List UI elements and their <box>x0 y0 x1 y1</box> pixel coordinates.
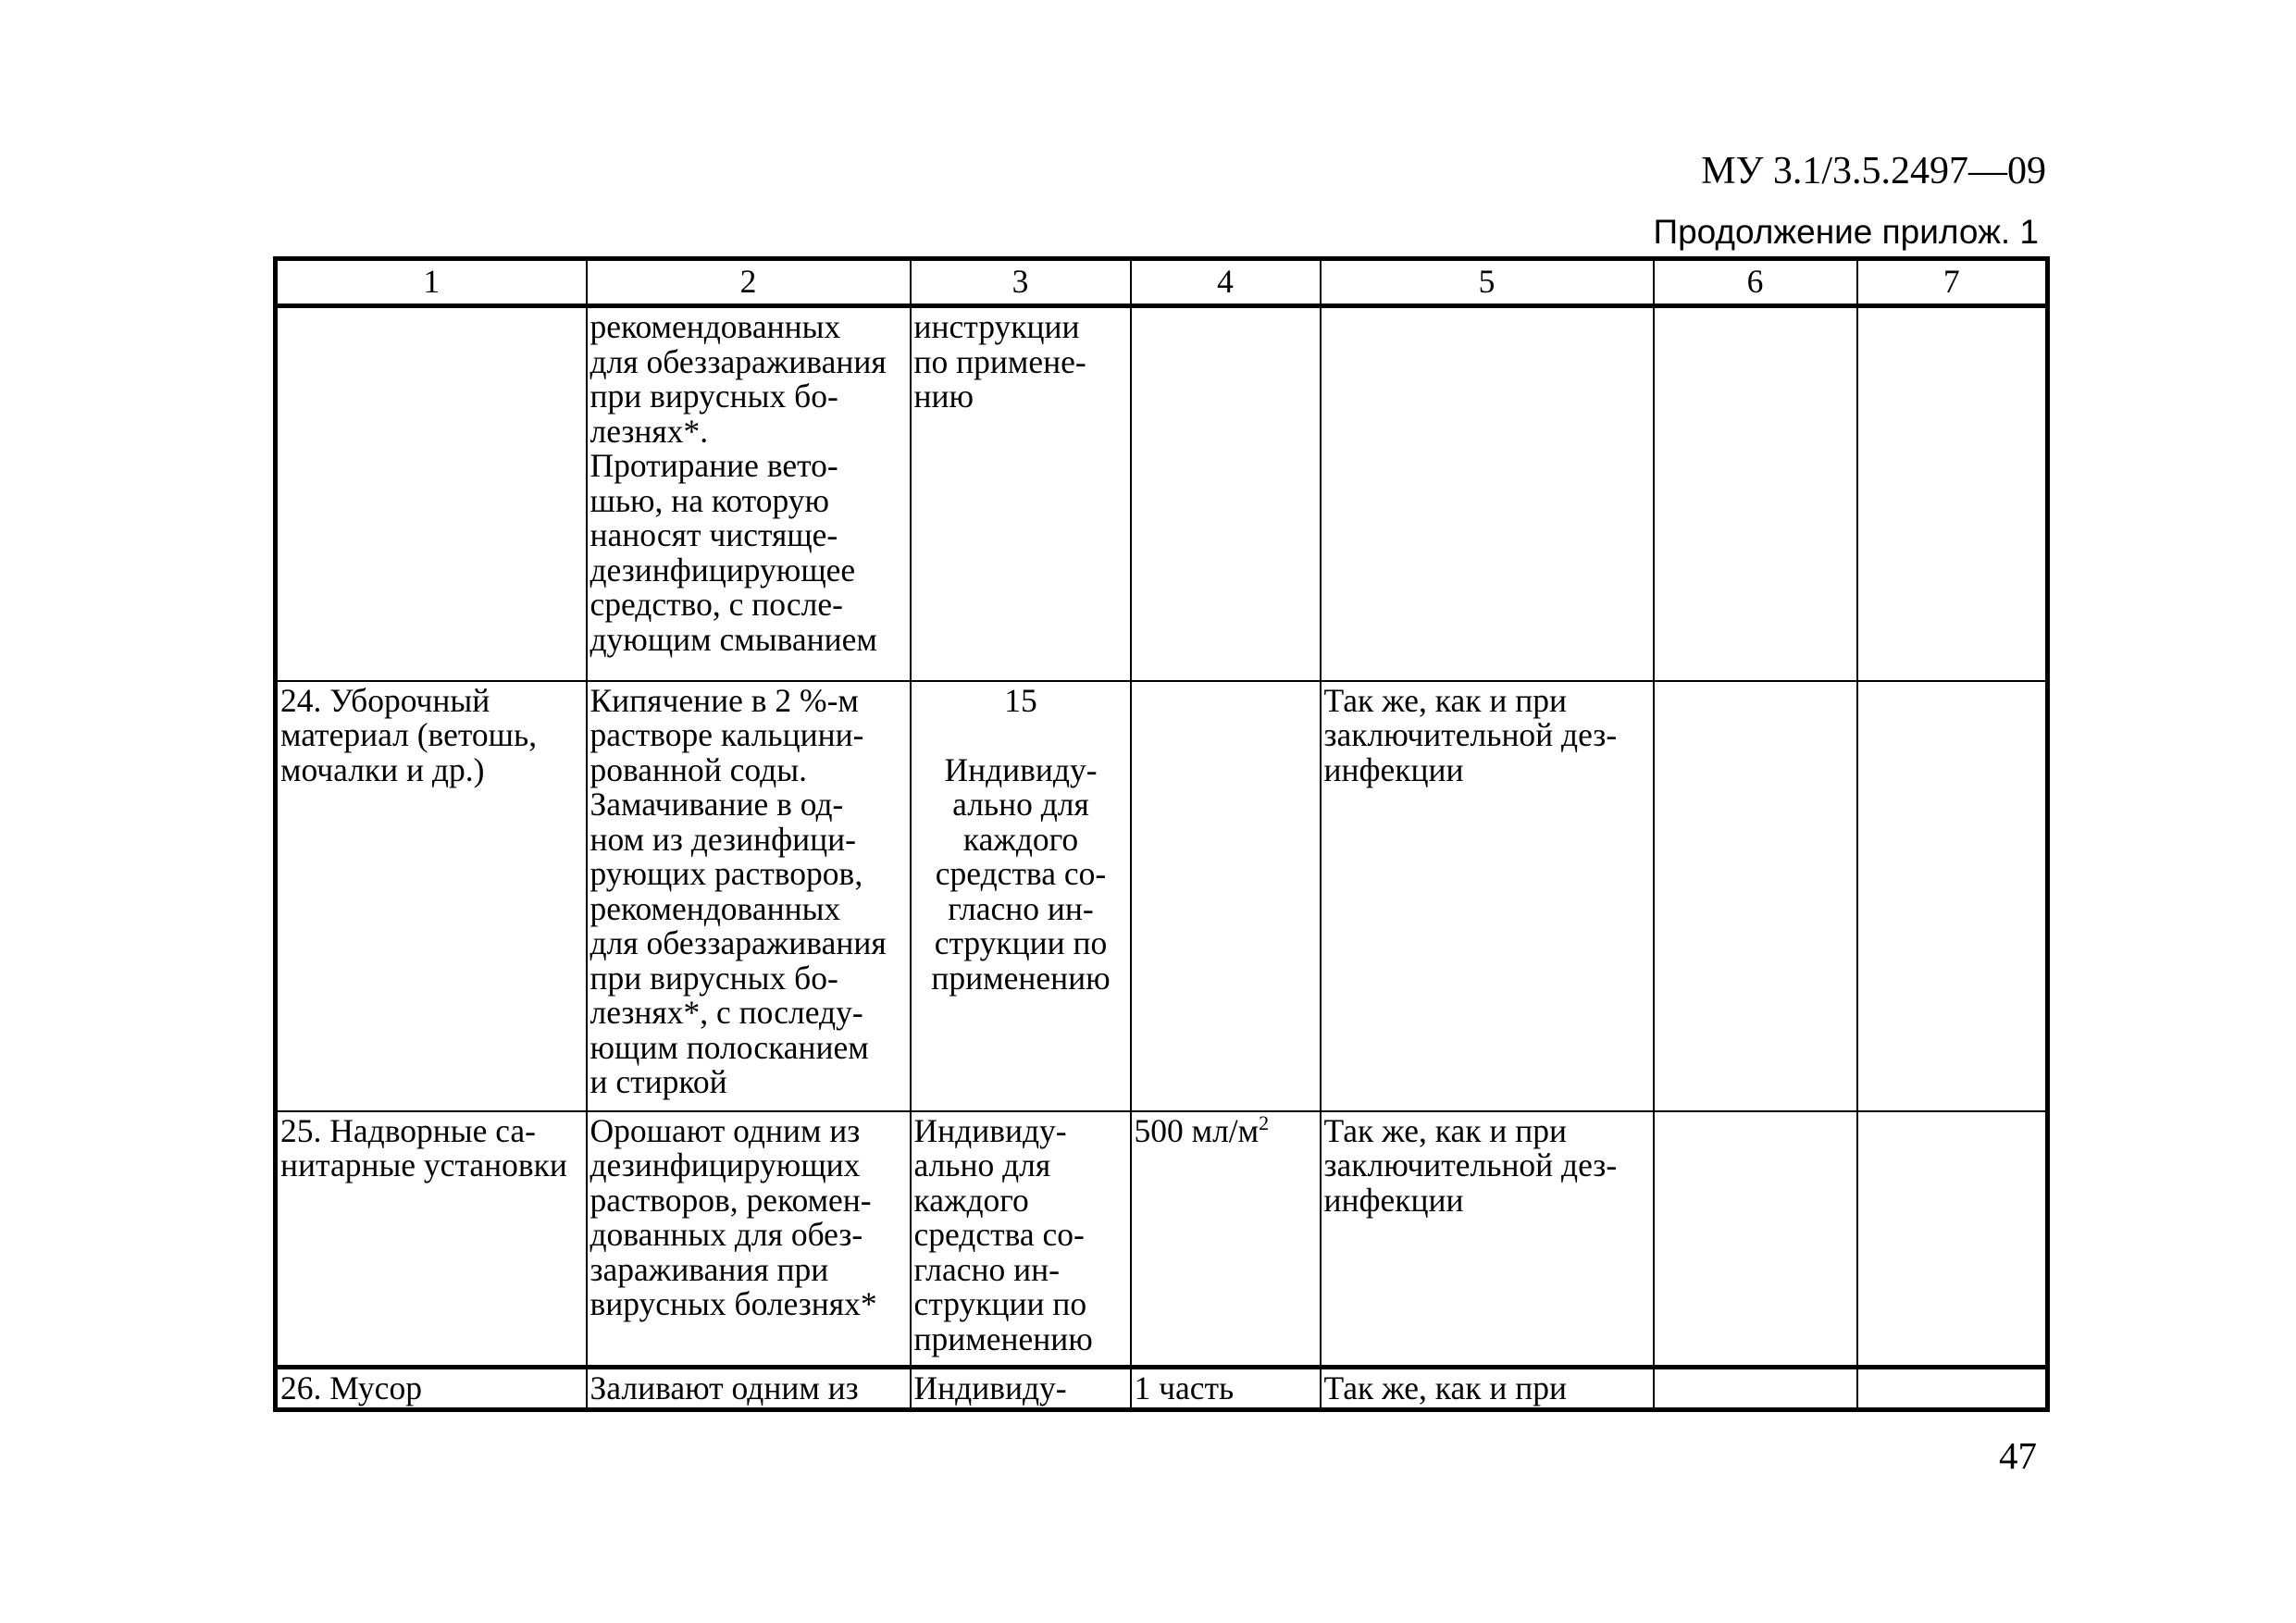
table-cell: инструкции по примене- нию <box>911 306 1131 681</box>
table-cell <box>1857 306 2048 681</box>
table-cell: Заливают одним из <box>587 1368 911 1410</box>
table-cell: 26. Мусор <box>276 1368 587 1410</box>
table-header-row <box>276 259 2048 306</box>
table-cell: 1 часть <box>1131 1368 1321 1410</box>
table-cell <box>1131 306 1321 681</box>
table-cell <box>1321 306 1654 681</box>
page-number: 47 <box>1999 1434 2037 1477</box>
main-table <box>273 256 2050 1412</box>
table-cell <box>1654 306 1857 681</box>
table-cell <box>1654 1368 1857 1410</box>
table-cell: Орошают одним из дезинфицирующих растворов, рекомен- дованных для обез- зараживания при вирусных болезнях* <box>587 1111 911 1368</box>
appendix-continuation-note: Продолжение прилож. 1 <box>1653 213 2039 251</box>
table-cell <box>1857 1368 2048 1410</box>
table-cell: Кипячение в 2 %-м растворе кальцини- рованной соды. Замачивание в од- ном из дезинфици- рующих растворов, рекомендованных для обеззараживания при вирусных бо- лезнях*, с последу- ющим полосканием и стиркой <box>587 681 911 1111</box>
table-cell: 25. Надворные са- нитарные установки <box>276 1111 587 1368</box>
table-cell: Так же, как и при заключительной дез- инфекции <box>1321 1111 1654 1368</box>
table-row <box>276 1111 2048 1368</box>
table-cell <box>1131 681 1321 1111</box>
table-cell <box>1654 1111 1857 1368</box>
table-cell: Индивиду- ально для каждого средства со- гласно ин- струкции по применению <box>911 1111 1131 1368</box>
table-cell <box>1654 681 1857 1111</box>
column-header: 3 <box>911 259 1131 306</box>
dosage-value: 500 мл/м <box>1134 1111 1260 1149</box>
table-row <box>276 681 2048 1111</box>
column-header: 6 <box>1654 259 1857 306</box>
table-cell <box>1131 1111 1321 1368</box>
table-cell: Так же, как и при заключительной дез- инфекции <box>1321 681 1654 1111</box>
table-row <box>276 306 2048 681</box>
table-cell: Так же, как и при <box>1321 1368 1654 1410</box>
table-cell: рекомендованных для обеззараживания при вирусных бо- лезнях*. Протирание вето- шью, на которую наносят чистяще- дезинфицирующее средство, с после- дующим смыванием <box>587 306 911 681</box>
table-cell: Индивиду- <box>911 1368 1131 1410</box>
table-cell: 24. Уборочный материал (ветошь, мочалки и др.) <box>276 681 587 1111</box>
column-header: 4 <box>1131 259 1321 306</box>
document-code: МУ 3.1/3.5.2497—09 <box>1701 150 2046 192</box>
table-cell: 15 Индивиду- ально для каждого средства со- гласно ин- струкции по применению <box>911 681 1131 1111</box>
table-cell <box>1857 681 2048 1111</box>
table-cell <box>1857 1111 2048 1368</box>
table-cell <box>276 306 587 681</box>
dosage-unit-exponent: 2 <box>1259 1110 1270 1134</box>
column-header: 5 <box>1321 259 1654 306</box>
column-header: 2 <box>587 259 911 306</box>
table-row <box>276 1368 2048 1410</box>
column-header: 7 <box>1857 259 2048 306</box>
column-header: 1 <box>276 259 587 306</box>
